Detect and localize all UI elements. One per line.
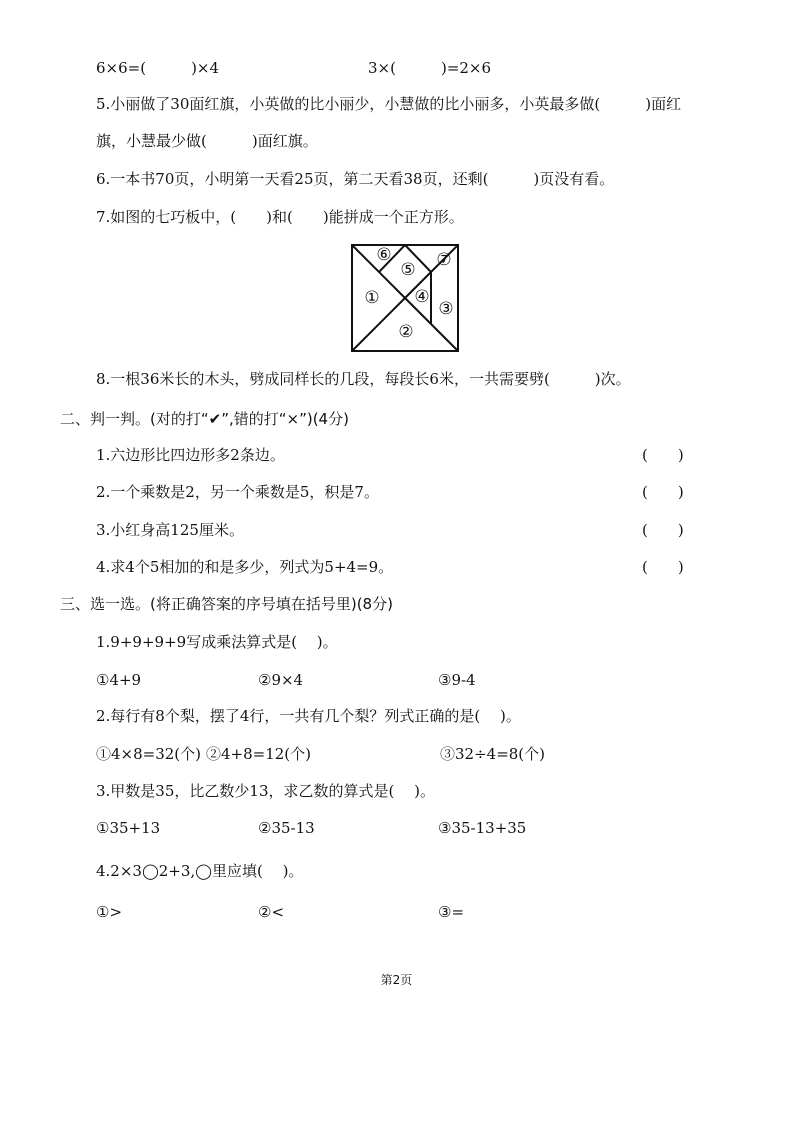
tangram-label-7: ⑦: [436, 250, 452, 270]
tangram-label-2: ②: [398, 322, 414, 342]
choose-q4-option-1: ①>: [96, 903, 123, 921]
fill-q4-left: 6×6=( )×4: [96, 59, 220, 77]
tangram-label-3: ③: [438, 299, 454, 319]
choose-q2-option-1: ①4×8=32(个): [96, 745, 202, 763]
tangram-figure: [350, 243, 462, 355]
judge-section-title: 二、判一判。(对的打“✔”,错的打“×”)(4分): [60, 410, 349, 428]
fill-q5-line1: 5.小丽做了30面红旗，小英做的比小丽少，小慧做的比小丽多，小英最多做( )面红: [96, 95, 682, 113]
fill-q8: 8.一根36米长的木头，劈成同样长的几段，每段长6米，一共需要劈( )次。: [96, 370, 631, 388]
choose-q4: 4.2×3◯2+3,◯里应填( )。: [96, 862, 304, 880]
judge-answer-paren-4[interactable]: ( ): [642, 558, 684, 576]
choose-q2-option-2: ②4+8=12(个): [206, 745, 312, 763]
choose-q4-option-2: ②<: [258, 903, 285, 921]
choose-q4-option-3: ③=: [438, 903, 465, 921]
choose-q3: 3.甲数是35，比乙数少13，求乙数的算式是( )。: [96, 782, 435, 800]
judge-answer-paren-2[interactable]: ( ): [642, 483, 684, 501]
choose-q3-option-1: ①35+13: [96, 819, 161, 837]
choose-q1: 1.9+9+9+9写成乘法算式是( )。: [96, 633, 338, 651]
choose-q2: 2.每行有8个梨，摆了4行，一共有几个梨？列式正确的是( )。: [96, 707, 521, 725]
page-number: 第2页: [380, 973, 413, 987]
tangram-label-4: ④: [414, 287, 430, 307]
choose-q1-option-3: ③9-4: [438, 671, 476, 689]
judge-answer-paren-3[interactable]: ( ): [642, 521, 684, 539]
choose-q1-option-1: ①4+9: [96, 671, 142, 689]
fill-q7: 7.如图的七巧板中，( )和( )能拼成一个正方形。: [96, 208, 464, 226]
choose-q3-option-2: ②35-13: [258, 819, 315, 837]
tangram-label-5: ⑤: [400, 260, 416, 280]
judge-answer-paren-1[interactable]: ( ): [642, 446, 684, 464]
choose-section-title: 三、选一选。(将正确答案的序号填在括号里)(8分): [60, 595, 393, 613]
judge-item-3: 3.小红身高125厘米。: [96, 521, 244, 539]
choose-q1-option-2: ②9×4: [258, 671, 304, 689]
choose-q2-option-3: ③32÷4=8(个): [440, 745, 546, 763]
tangram-label-1: ①: [364, 288, 380, 308]
fill-q6: 6.一本书70页，小明第一天看25页，第二天看38页，还剩( )页没有看。: [96, 170, 615, 188]
choose-q3-option-3: ③35-13+35: [438, 819, 527, 837]
fill-q5-line2: 旗，小慧最少做( )面红旗。: [96, 132, 318, 150]
judge-item-1: 1.六边形比四边形多2条边。: [96, 446, 285, 464]
judge-item-4: 4.求4个5相加的和是多少，列式为5+4=9。: [96, 558, 394, 576]
judge-item-2: 2.一个乘数是2，另一个乘数是5，积是7。: [96, 483, 379, 501]
fill-q4-right: 3×( )=2×6: [368, 59, 492, 77]
tangram-label-6: ⑥: [376, 245, 392, 265]
